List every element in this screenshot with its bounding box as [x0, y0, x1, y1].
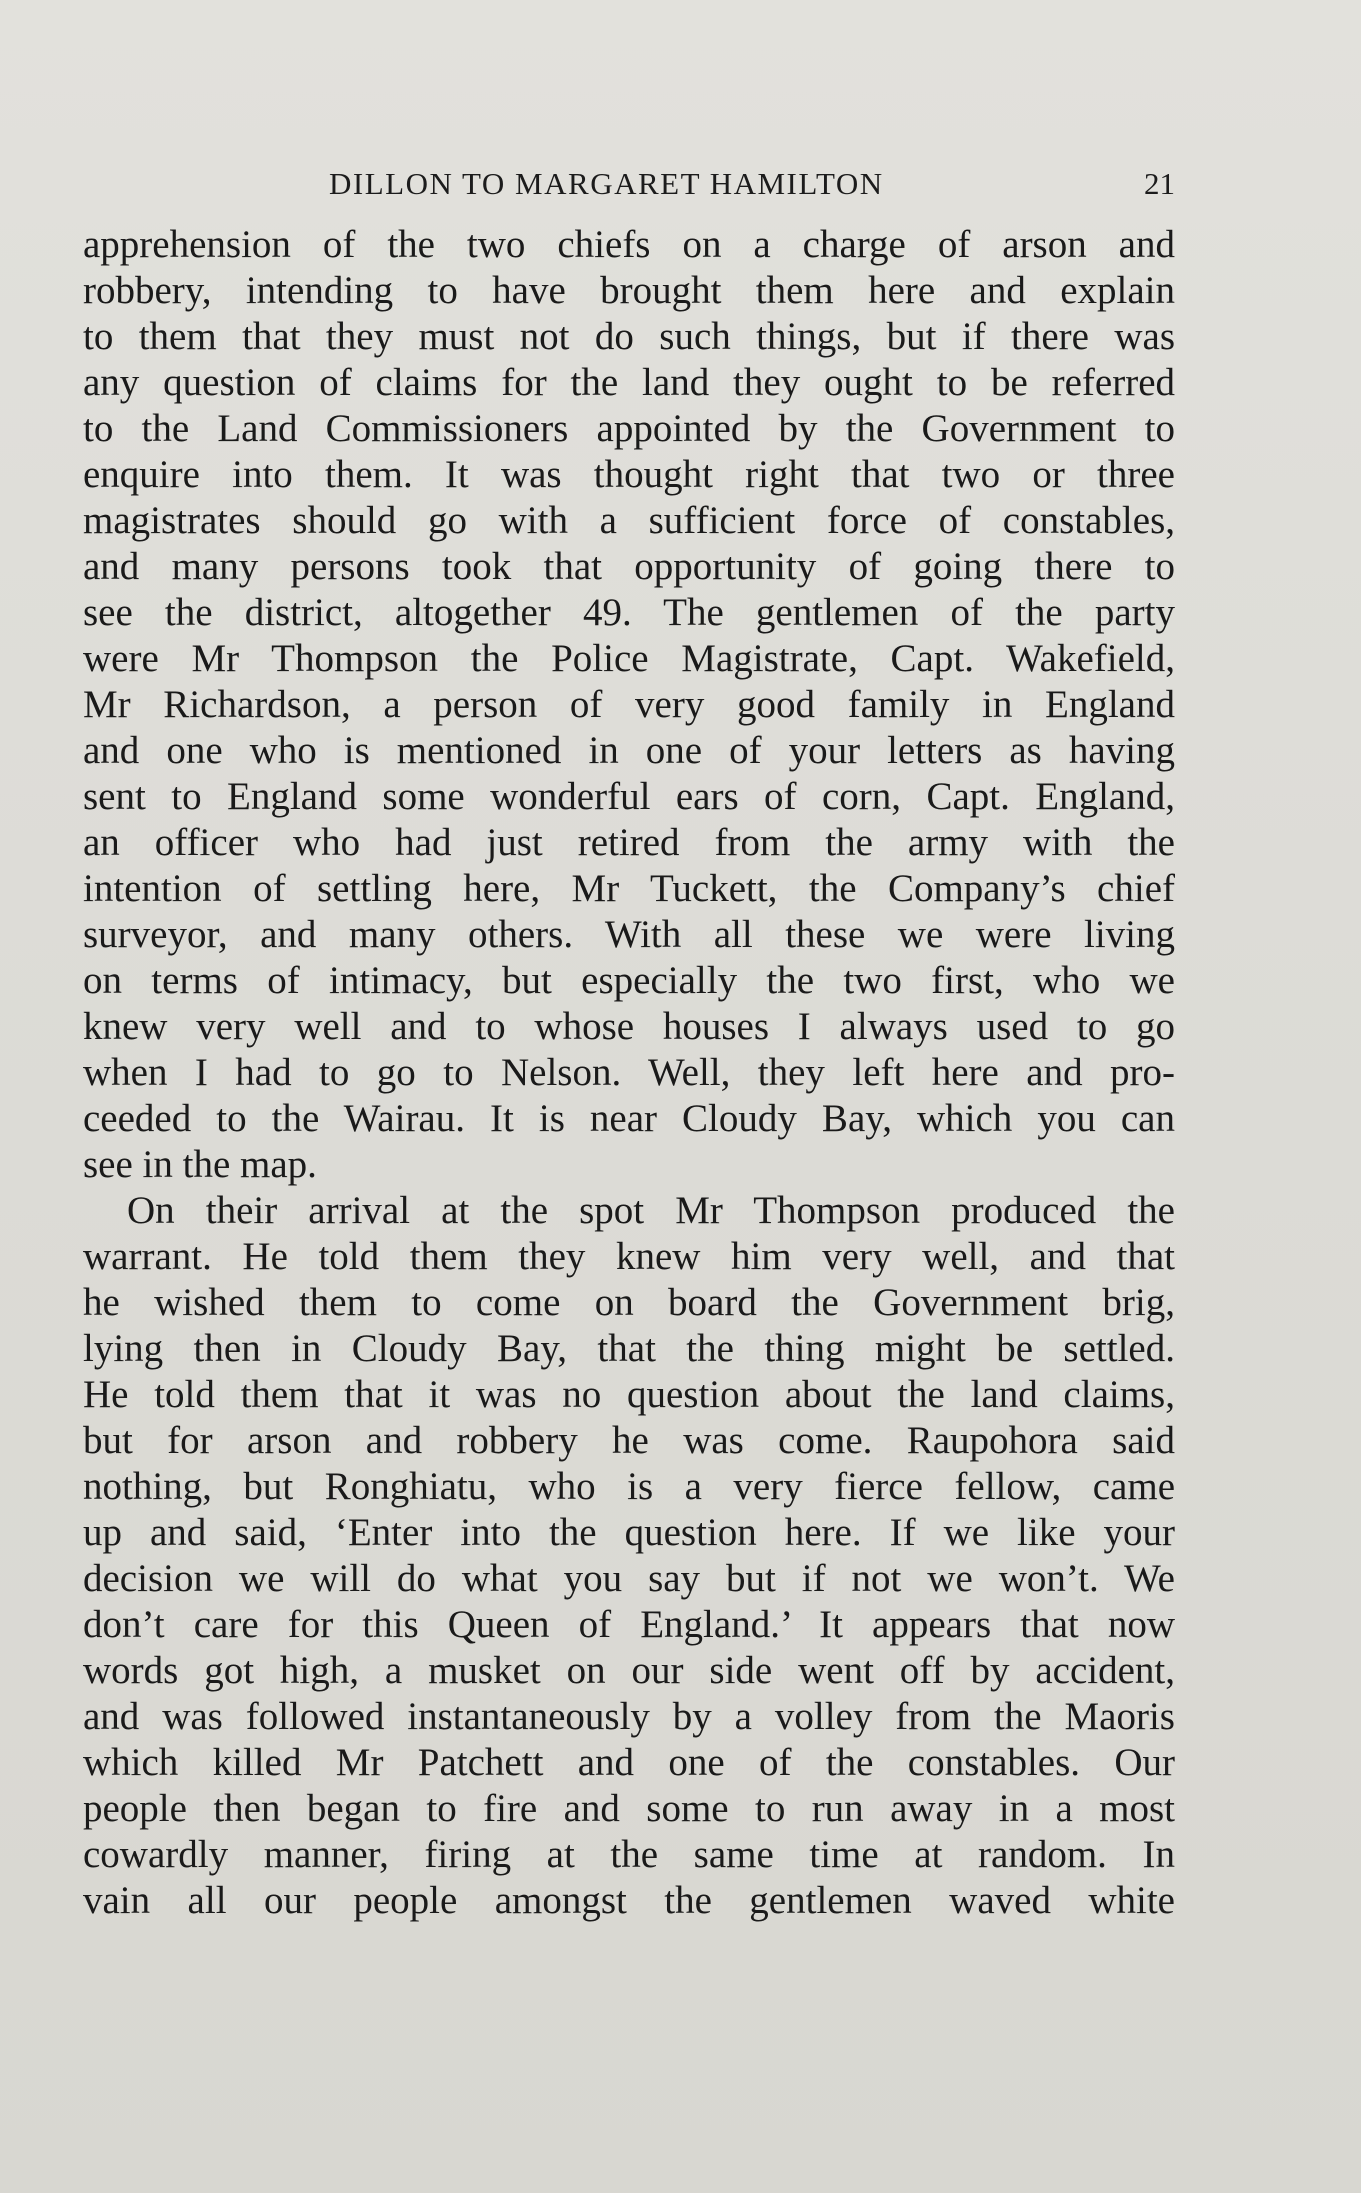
text-line: warrant. He told them they knew him very well, and that [83, 1235, 1175, 1278]
text-line: he wished them to come on board the Government brig, [83, 1281, 1175, 1324]
text-line: magistrates should go with a sufficient force of constables, [83, 499, 1175, 542]
text-line: He told them that it was no question about the land claims, [83, 1373, 1175, 1416]
text-line: up and said, ‘Enter into the question here. If we like your [83, 1511, 1175, 1554]
text-line: vain all our people amongst the gentlemen waved white [83, 1879, 1175, 1922]
text-line: enquire into them. It was thought right that two or three [83, 453, 1175, 496]
body-text [83, 222, 1175, 1924]
text-line: knew very well and to whose houses I always used to go [83, 1005, 1175, 1048]
text-line: were Mr Thompson the Police Magistrate, Capt. Wakefield, [83, 637, 1175, 680]
text-line: to the Land Commissioners appointed by the Government to [83, 407, 1175, 450]
text-line: which killed Mr Patchett and one of the constables. Our [83, 1741, 1175, 1784]
text-line: decision we will do what you say but if not we won’t. We [83, 1557, 1175, 1600]
running-head [83, 160, 1175, 210]
text-line: and was followed instantaneously by a volley from the Maoris [83, 1695, 1175, 1738]
text-line: cowardly manner, firing at the same time at random. In [83, 1833, 1175, 1876]
text-line: robbery, intending to have brought them here and explain [83, 269, 1175, 312]
text-line: On their arrival at the spot Mr Thompson produced the [127, 1189, 1175, 1232]
text-line: when I had to go to Nelson. Well, they left here and pro- [83, 1051, 1175, 1094]
text-line: see in the map. [83, 1143, 317, 1186]
text-line: an officer who had just retired from the army with the [83, 821, 1175, 864]
text-line: Mr Richardson, a person of very good family in England [83, 683, 1175, 726]
text-line: to them that they must not do such things, but if there was [83, 315, 1175, 358]
text-line: surveyor, and many others. With all these we were living [83, 913, 1175, 956]
text-line: sent to England some wonderful ears of corn, Capt. England, [83, 775, 1175, 818]
running-title: DILLON TO MARGARET HAMILTON [329, 166, 884, 201]
text-line: ceeded to the Wairau. It is near Cloudy Bay, which you can [83, 1097, 1175, 1140]
text-line: lying then in Cloudy Bay, that the thing might be settled. [83, 1327, 1175, 1370]
text-line: see the district, altogether 49. The gentlemen of the party [83, 591, 1175, 634]
text-line: don’t care for this Queen of England.’ It appears that now [83, 1603, 1175, 1646]
text-line: intention of settling here, Mr Tuckett, the Company’s chief [83, 867, 1175, 910]
text-line: on terms of intimacy, but especially the two first, who we [83, 959, 1175, 1002]
text-line: and many persons took that opportunity of going there to [83, 545, 1175, 588]
text-line: words got high, a musket on our side went off by accident, [83, 1649, 1175, 1692]
text-line: but for arson and robbery he was come. Raupohora said [83, 1419, 1175, 1462]
page-number: 21 [1144, 166, 1175, 201]
text-line: nothing, but Ronghiatu, who is a very fierce fellow, came [83, 1465, 1175, 1508]
text-line: apprehension of the two chiefs on a charge of arson and [83, 223, 1175, 266]
text-line: any question of claims for the land they ought to be referred [83, 361, 1175, 404]
text-line: people then began to fire and some to run away in a most [83, 1787, 1175, 1830]
text-line: and one who is mentioned in one of your letters as having [83, 729, 1175, 772]
